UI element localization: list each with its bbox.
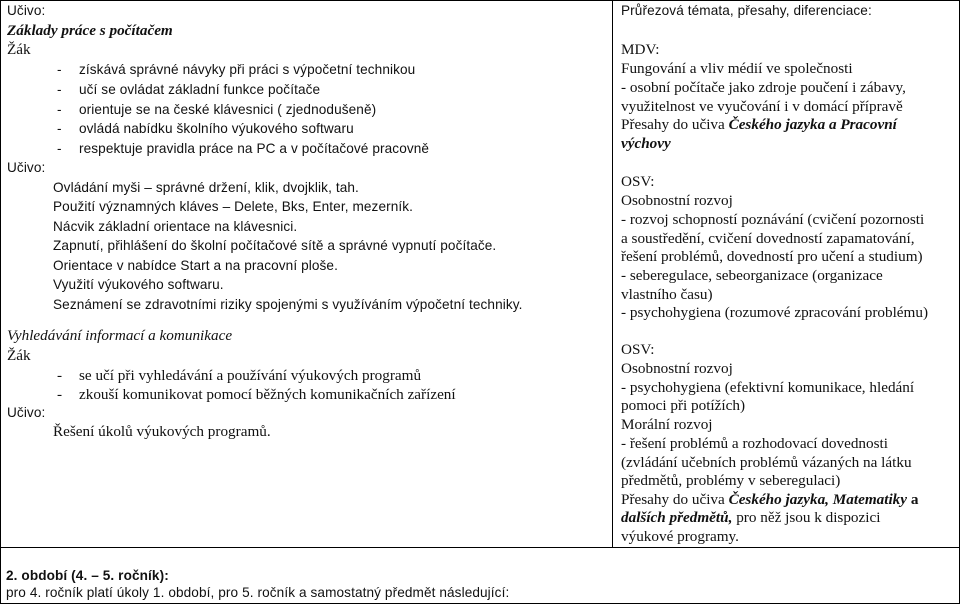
list-item: Řešení úkolů výukových programů. [53, 423, 271, 440]
text-line: a soustředění, cvičení dovedností zapamatování, [621, 230, 915, 247]
list-item: Nácvik základní orientace na klávesnici. [53, 219, 298, 234]
text-line: vlastního času) [621, 286, 713, 303]
osv-label: OSV: [621, 341, 655, 358]
list-item: - orientuje se na české klávesnici ( zjednodušeně) [57, 102, 377, 117]
text-line: - osobní počítače jako zdroje poučení i zábavy, [621, 79, 906, 96]
text-line: Fungování a vliv médií ve společnosti [621, 60, 853, 77]
pupil-label: Žák [7, 41, 31, 58]
text-line: - psychohygiena (efektivní komunikace, hledání [621, 379, 915, 396]
cross-curricular-header: Průřezová témata, přesahy, diferenciace: [621, 3, 872, 18]
text-line: (zvládání učebních problémů vázaných na látku [621, 454, 912, 471]
list-item: - se učí při vyhledávání a používání výukových programů [57, 367, 422, 384]
overlap-line: Přesahy do učiva Českého jazyka, Matematiky a [621, 491, 919, 508]
ucivo-label: Učivo: [7, 3, 46, 18]
text-line: řešení problémů, dovedností pro učení a studium) [621, 248, 923, 265]
text-line: využitelnost ve vyučování i v domácí přípravě [621, 98, 903, 115]
list-item: Orientace v nabídce Start a na pracovní ploše. [53, 258, 338, 273]
text-line: pomoci při potížích) [621, 397, 745, 414]
ucivo-label: Učivo: [7, 160, 46, 175]
section-title-computer-basics: Základy práce s počítačem [7, 22, 173, 39]
section-title-information-search: Vyhledávání informací a komunikace [7, 327, 233, 344]
ucivo-label: Učivo: [7, 405, 46, 420]
cross-curricular-cell [612, 0, 960, 548]
text-line: Osobnostní rozvoj [621, 192, 733, 209]
text-line: předmětů, problémy v seberegulaci) [621, 472, 841, 489]
overlap-subject: výchovy [621, 135, 671, 152]
overlap-line: dalších předmětů, pro něž jsou k dispozici [621, 509, 881, 526]
text-line: výukové programy. [621, 528, 739, 545]
pupil-label: Žák [7, 347, 31, 364]
list-item: Zapnutí, přihlášení do školní počítačové sítě a správné vypnutí počítače. [53, 238, 497, 253]
text-line: - psychohygiena (rozumové zpracování problému) [621, 304, 929, 321]
list-item: Ovládání myši – správné držení, klik, dvojklik, tah. [53, 180, 359, 195]
text-line: - seberegulace, sebeorganizace (organizace [621, 267, 883, 284]
period-footer-cell [0, 547, 960, 604]
list-item: - ovládá nabídku školního výukového softwaru [57, 121, 354, 136]
mdv-label: MDV: [621, 41, 660, 58]
list-item: - učí se ovládat základní funkce počítače [57, 82, 321, 97]
period-note: pro 4. ročník platí úkoly 1. období, pro 5. ročník a samostatný předmět následující: [6, 585, 510, 600]
text-line: Morální rozvoj [621, 416, 713, 433]
overlap-line: Přesahy do učiva Českého jazyka a Pracovní [621, 116, 897, 133]
osv-label: OSV: [621, 173, 655, 190]
list-item: Použití významných kláves – Delete, Bks, Enter, mezerník. [53, 199, 414, 214]
text-line: Osobnostní rozvoj [621, 360, 733, 377]
list-item: Využití výukového softwaru. [53, 277, 224, 292]
list-item: - respektuje pravidla práce na PC a v počítačové pracovně [57, 141, 430, 156]
text-line: - rozvoj schopností poznávání (cvičení pozornosti [621, 211, 925, 228]
list-item: - získává správné návyky při práci s výpočetní technikou [57, 62, 416, 77]
list-item: - zkouší komunikovat pomocí běžných komunikačních zařízení [57, 386, 456, 403]
period-title: 2. období (4. – 5. ročník): [6, 568, 169, 583]
text-line: - řešení problémů a rozhodovací dovednosti [621, 435, 888, 452]
list-item: Seznámení se zdravotními riziky spojenými s využíváním výpočetní techniky. [53, 297, 523, 312]
